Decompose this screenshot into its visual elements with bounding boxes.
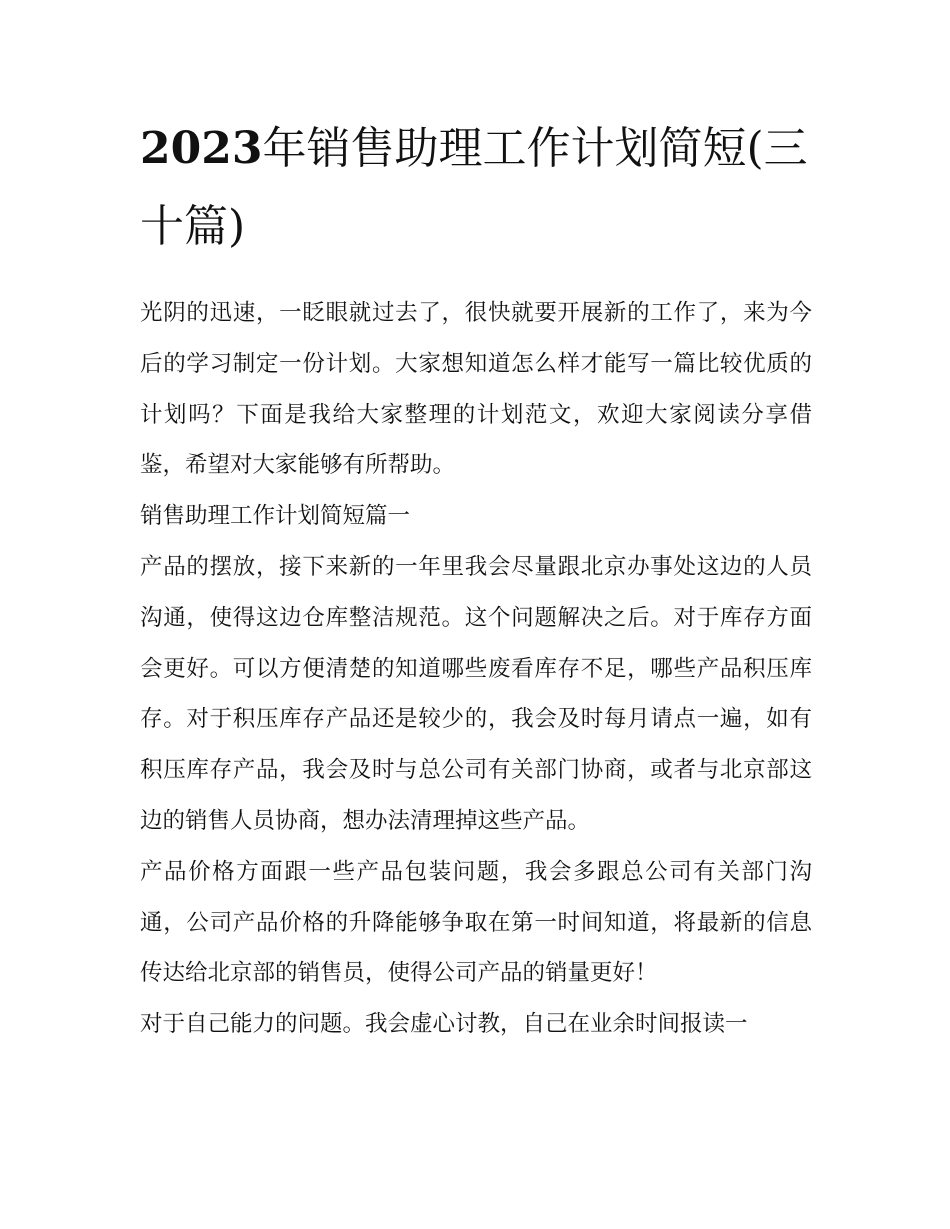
document-title (140, 110, 812, 266)
body-paragraph: 对于自己能力的问题。我会虚心讨教，自己在业余时间报读一 (140, 1011, 748, 1038)
title-text: 年销售助理工作计划简短(三十篇) (140, 123, 808, 252)
document-body (140, 288, 812, 1050)
body-paragraph: 产品的摆放，接下来新的一年里我会尽量跟北京办事处这边的人员沟通，使得这边仓库整洁规范。这个问题解决之后。对于库存方面会更好。可以方便清楚的知道哪些废看库存不足，哪些产品积压库存。对于积压库存产品还是较少的，我会及时每月请点一遍，如有积压库存产品，我会及时与总公司有关部门协商，或者与北京部这边的销售人员协商，想办法清理掉这些产品。 (140, 553, 812, 834)
section-heading: 销售助理工作计划简短篇一 (140, 503, 411, 530)
body-paragraph: 产品价格方面跟一些产品包装问题，我会多跟总公司有关部门沟通，公司产品价格的升降能够争取在第一时间知道，将最新的信息传达给北京部的销售员，使得公司产品的销量更好！ (140, 858, 812, 987)
title-year: 2023 (140, 123, 263, 174)
intro-paragraph: 光阴的迅速，一眨眼就过去了，很快就要开展新的工作了，来为今后的学习制定一份计划。大家想知道怎么样才能写一篇比较优质的计划吗？下面是我给大家整理的计划范文，欢迎大家阅读分享借鉴，希望对大家能够有所帮助。 (140, 300, 812, 479)
document-page (140, 110, 812, 1050)
